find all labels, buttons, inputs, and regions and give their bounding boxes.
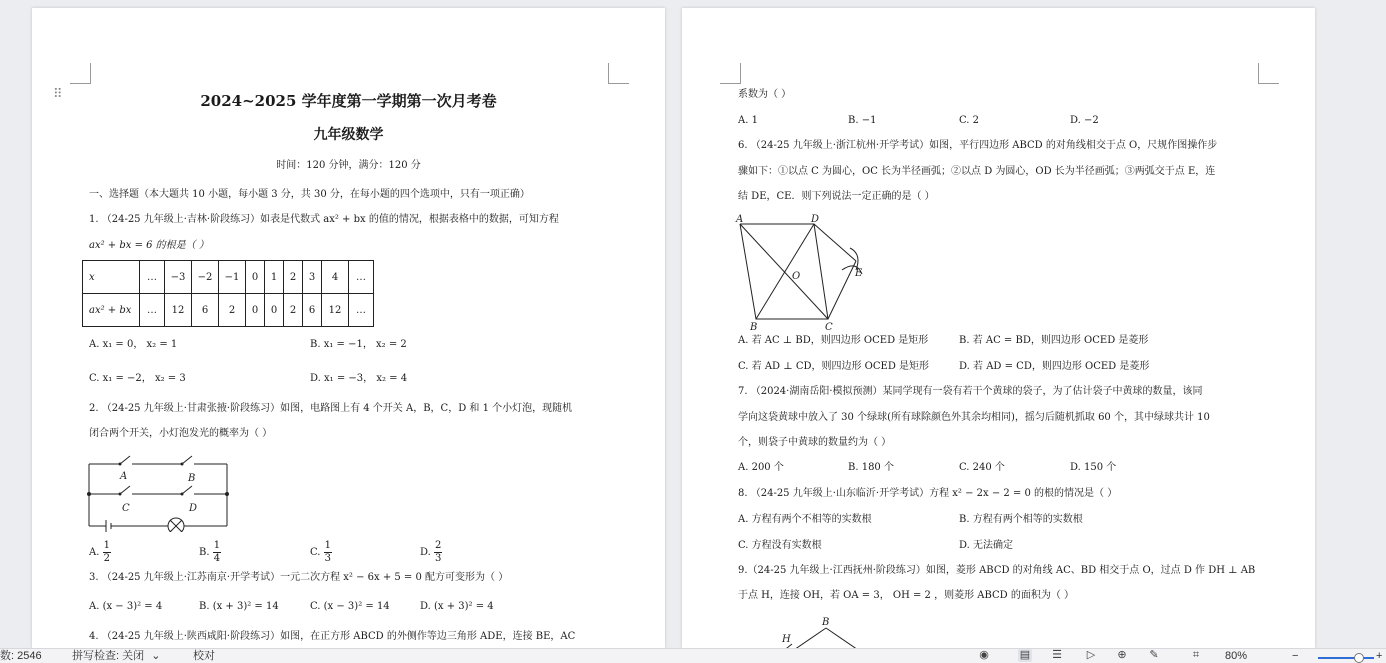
switch-label-d: D xyxy=(189,503,198,514)
option-letter: D. xyxy=(420,547,431,558)
fraction-numerator: 1 xyxy=(103,540,110,551)
q2-option-b xyxy=(199,538,221,568)
q7-line1: 7. （2024·湖南岳阳·模拟预测）某同学现有一袋有若干个黄球的袋子，为了估计袋子中黄球的数量，该同 xyxy=(738,386,1203,397)
q6-option-d: D. 若 AD = CD，则四边形 OCED 是菱形 xyxy=(959,361,1150,372)
fraction-numerator: 2 xyxy=(435,540,442,551)
q7-line2: 学向这袋黄球中放入了 30 个绿球(所有球除颜色外其余均相同)，摇匀后随机抓取 60 个，其中绿球共计 10 xyxy=(738,412,1210,423)
parallelogram-diagram xyxy=(734,208,874,332)
status-bar xyxy=(0,648,1386,663)
table-cell: … xyxy=(140,294,165,327)
margin-corner-top-right xyxy=(1258,63,1279,84)
fit-page-icon[interactable]: ⌗ xyxy=(1192,649,1200,661)
table-cell: −1 xyxy=(219,261,246,294)
q7-line3: 个，则袋子中黄球的数量约为（ ） xyxy=(738,437,892,448)
option-letter: A. xyxy=(89,547,100,558)
margin-corner-top-left xyxy=(720,63,741,84)
rhombus-diagram xyxy=(778,614,868,648)
fraction-numerator: 1 xyxy=(213,540,221,551)
word-count[interactable]: 数: 2546 xyxy=(0,650,42,662)
q1-line2: ax² + bx = 6 的根是（ ） xyxy=(89,240,209,251)
page-view-icon[interactable]: ▤ xyxy=(1019,649,1031,661)
zoom-level[interactable]: 80% xyxy=(1225,650,1248,662)
q5-option-d: D. −2 xyxy=(1070,115,1099,126)
table-cell: … xyxy=(140,261,165,294)
zoom-slider-track[interactable] xyxy=(1318,657,1374,659)
q8-option-d: D. 无法确定 xyxy=(959,540,1014,551)
q1-option-d: D. x₁ = −3， x₂ = 4 xyxy=(310,373,408,384)
q1-value-table xyxy=(82,260,374,327)
q7-option-b: B. 180 个 xyxy=(848,462,894,473)
q1-option-c: C. x₁ = −2， x₂ = 3 xyxy=(89,373,186,384)
play-icon[interactable]: ▷ xyxy=(1086,649,1096,661)
margin-corner-top-left xyxy=(70,63,91,84)
table-cell: 0 xyxy=(265,294,284,327)
fraction xyxy=(213,540,221,565)
point-label-d: D xyxy=(811,214,820,225)
option-letter: B. xyxy=(199,547,210,558)
table-cell: −3 xyxy=(165,261,192,294)
exam-info: 时间：120 分钟，满分：120 分 xyxy=(276,160,421,171)
document-page-1 xyxy=(32,8,665,648)
fraction xyxy=(103,540,111,565)
q1-option-a: A. x₁ = 0， x₂ = 1 xyxy=(89,339,178,350)
spell-check-status[interactable] xyxy=(72,650,160,663)
zoom-in-button[interactable]: + xyxy=(1376,650,1383,662)
q3-option-d: D. (x + 3)² = 4 xyxy=(420,601,494,612)
table-cell: 4 xyxy=(322,261,349,294)
q6-line3: 结 DE，CE．则下列说法一定正确的是（ ） xyxy=(738,191,935,202)
pen-icon[interactable]: ✎ xyxy=(1149,649,1159,661)
q9-line2: 于点 H，连接 OH，若 OA = 3， OH = 2 ，则菱形 ABCD 的面积为（ ） xyxy=(738,590,1075,601)
drag-handle-icon[interactable]: ⠿ xyxy=(53,87,64,102)
table-cell: 6 xyxy=(303,294,322,327)
q4-line1: 4. （24-25 九年级上·陕西咸阳·阶段练习）如图，在正方形 ABCD 的外侧作等边三角形 ADE，连接 BE，AC xyxy=(89,631,576,642)
point-label-b: B xyxy=(822,617,830,628)
q6-option-c: C. 若 AD ⊥ CD，则四边形 OCED 是矩形 xyxy=(738,361,930,372)
q3-option-c: C. (x − 3)² = 14 xyxy=(310,601,390,612)
table-cell: 2 xyxy=(284,261,303,294)
q1-line1: 1. （24-25 九年级上·吉林·阶段练习）如表是代数式 ax² + bx 的值的情况，根据表格中的数据，可知方程 xyxy=(89,214,559,225)
q3-option-b: B. (x + 3)² = 14 xyxy=(199,601,279,612)
fraction-denominator: 3 xyxy=(324,553,332,564)
document-page-2 xyxy=(682,8,1315,648)
table-cell: 2 xyxy=(219,294,246,327)
table-row xyxy=(83,261,374,294)
outline-view-icon[interactable]: ☰ xyxy=(1052,649,1062,661)
table-cell: 12 xyxy=(322,294,349,327)
table-cell: 6 xyxy=(192,294,219,327)
table-cell: 12 xyxy=(165,294,192,327)
fraction-denominator: 2 xyxy=(103,553,110,564)
table-cell: −2 xyxy=(192,261,219,294)
fraction xyxy=(324,540,332,565)
q7-option-d: D. 150 个 xyxy=(1070,462,1117,473)
q9-line1: 9.（24-25 九年级上·江西抚州·阶段练习）如图，菱形 ABCD 的对角线 AC、BD 相交于点 O，过点 D 作 DH ⊥ AB xyxy=(738,565,1256,576)
q5-tail: 系数为（ ） xyxy=(738,89,792,100)
section-heading: 一、选择题（本大题共 10 小题，每小题 3 分，共 30 分，在每小题的四个选项中，只有一项正确） xyxy=(89,189,530,200)
q2-line1: 2. （24-25 九年级上·甘肃张掖·阶段练习）如图，电路图上有 4 个开关 A，B，C，D 和 1 个小灯泡，现随机 xyxy=(89,403,573,414)
q8-line1: 8. （24-25 九年级上·山东临沂·开学考试）方程 x² − 2x − 2 = 0 的根的情况是（ ） xyxy=(738,488,1118,499)
proofread-button[interactable]: 校对 xyxy=(193,650,215,662)
q8-option-b: B. 方程有两个相等的实数根 xyxy=(959,514,1083,525)
fraction-denominator: 4 xyxy=(213,553,221,564)
table-cell: ax² + bx xyxy=(83,294,140,327)
table-cell: 1 xyxy=(265,261,284,294)
q6-option-b: B. 若 AC = BD，则四边形 OCED 是菱形 xyxy=(959,335,1149,346)
switch-label-b: B xyxy=(188,473,196,484)
q7-option-c: C. 240 个 xyxy=(959,462,1005,473)
switch-label-a: A xyxy=(120,471,128,482)
table-cell: 3 xyxy=(303,261,322,294)
margin-corner-top-right xyxy=(608,63,629,84)
table-cell: 0 xyxy=(246,261,265,294)
chevron-down-icon: ⌄ xyxy=(151,650,161,662)
eye-icon[interactable]: ◉ xyxy=(979,649,989,661)
exam-title: 2024~2025 学年度第一学期第一次月考卷 xyxy=(200,92,497,110)
q6-line2: 骤如下：①以点 C 为圆心，OC 长为半径画弧；②以点 D 为圆心，OD 长为半径画弧；③两弧交于点 E，连 xyxy=(738,166,1216,177)
point-label-o: O xyxy=(792,271,801,282)
q5-option-c: C. 2 xyxy=(959,115,980,126)
q5-option-b: B. −1 xyxy=(848,115,877,126)
q2-option-d xyxy=(420,538,442,568)
q2-option-a xyxy=(89,538,111,568)
point-label-e: E xyxy=(855,268,863,279)
exam-subtitle: 九年级数学 xyxy=(313,127,384,143)
table-cell: 0 xyxy=(246,294,265,327)
switch-label-c: C xyxy=(122,503,130,514)
table-cell: x xyxy=(83,261,140,294)
q7-option-a: A. 200 个 xyxy=(738,462,784,473)
point-label-b: B xyxy=(750,322,758,332)
q2-line2: 闭合两个开关，小灯泡发光的概率为（ ） xyxy=(89,428,273,439)
fraction-numerator: 1 xyxy=(324,540,332,551)
table-cell: … xyxy=(349,261,374,294)
table-cell: 2 xyxy=(284,294,303,327)
q6-line1: 6. （24-25 九年级上·浙江杭州·开学考试）如图，平行四边形 ABCD 的对角线相交于点 O，尺规作图操作步 xyxy=(738,140,1218,151)
point-label-a: A xyxy=(736,214,744,225)
circuit-diagram xyxy=(84,450,234,532)
spell-check-label: 拼写检查: 关闭 xyxy=(72,650,145,662)
q8-option-c: C. 方程没有实数根 xyxy=(738,540,822,551)
q2-option-c xyxy=(310,538,332,568)
q6-option-a: A. 若 AC ⊥ BD，则四边形 OCED 是矩形 xyxy=(738,335,929,346)
fraction xyxy=(434,540,442,565)
q8-option-a: A. 方程有两个不相等的实数根 xyxy=(738,514,872,525)
zoom-out-button[interactable]: − xyxy=(1292,650,1299,662)
fraction-denominator: 3 xyxy=(435,553,442,564)
table-row xyxy=(83,294,374,327)
point-label-c: C xyxy=(825,322,833,332)
web-view-icon[interactable]: ⊕ xyxy=(1117,649,1127,661)
q1-option-b: B. x₁ = −1， x₂ = 2 xyxy=(310,339,407,350)
option-letter: C. xyxy=(310,547,321,558)
q5-option-a: A. 1 xyxy=(738,115,758,126)
q3-line1: 3. （24-25 九年级上·江苏南京·开学考试）一元二次方程 x² − 6x + 5 = 0 配方可变形为（ ） xyxy=(89,572,509,583)
table-cell: … xyxy=(349,294,374,327)
point-label-h: H xyxy=(782,634,791,645)
q3-option-a: A. (x − 3)² = 4 xyxy=(89,601,163,612)
